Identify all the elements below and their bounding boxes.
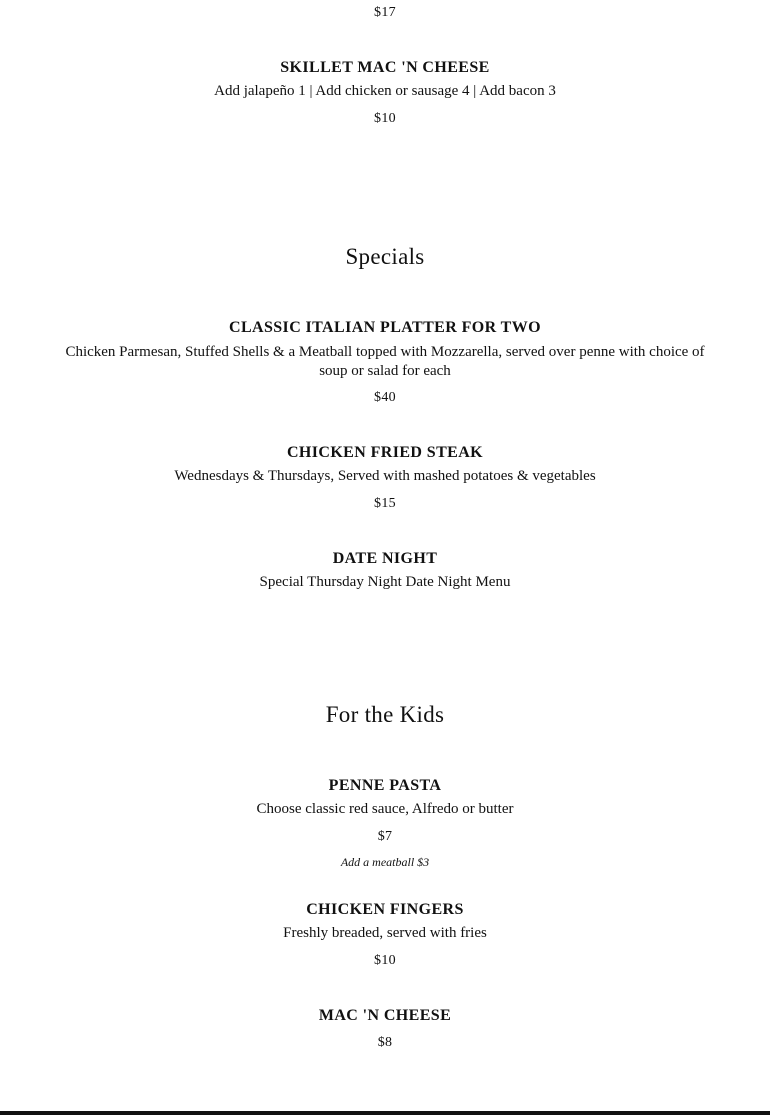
item-description: Freshly breaded, served with fries: [283, 925, 487, 941]
item-description: Add jalapeño 1 | Add chicken or sausage 4 | Add bacon 3: [214, 83, 556, 99]
item-description: Special Thursday Night Date Night Menu: [259, 574, 511, 590]
item-price: $15: [374, 496, 396, 511]
item-price: $8: [377, 1035, 393, 1050]
item-title: CHICKEN FRIED STEAK: [286, 444, 484, 461]
item-description: Choose classic red sauce, Alfredo or butter: [256, 801, 514, 817]
item-title: MAC 'N CHEESE: [318, 1007, 452, 1024]
item-description: Chicken Parmesan, Stuffed Shells & a Meatball topped with Mozzarella, served over penne with choice of soup or salad for each: [65, 344, 705, 379]
item-price: $7: [377, 829, 393, 844]
bottom-divider: [0, 1111, 770, 1115]
item-title: SKILLET MAC 'N CHEESE: [280, 59, 490, 76]
item-price: $17: [374, 5, 396, 20]
item-title: CHICKEN FINGERS: [306, 901, 464, 918]
section-heading-kids: For the Kids: [325, 702, 445, 727]
item-addon-note: Add a meatball $3: [340, 855, 430, 869]
item-price: $10: [374, 953, 396, 968]
item-description: Wednesdays & Thursdays, Served with mashed potatoes & vegetables: [174, 468, 596, 484]
item-price: $10: [374, 111, 396, 126]
item-title: PENNE PASTA: [328, 777, 442, 794]
section-heading-specials: Specials: [345, 244, 425, 269]
item-price: $40: [374, 390, 396, 405]
item-title: CLASSIC ITALIAN PLATTER FOR TWO: [228, 319, 542, 336]
item-title: DATE NIGHT: [332, 550, 438, 567]
